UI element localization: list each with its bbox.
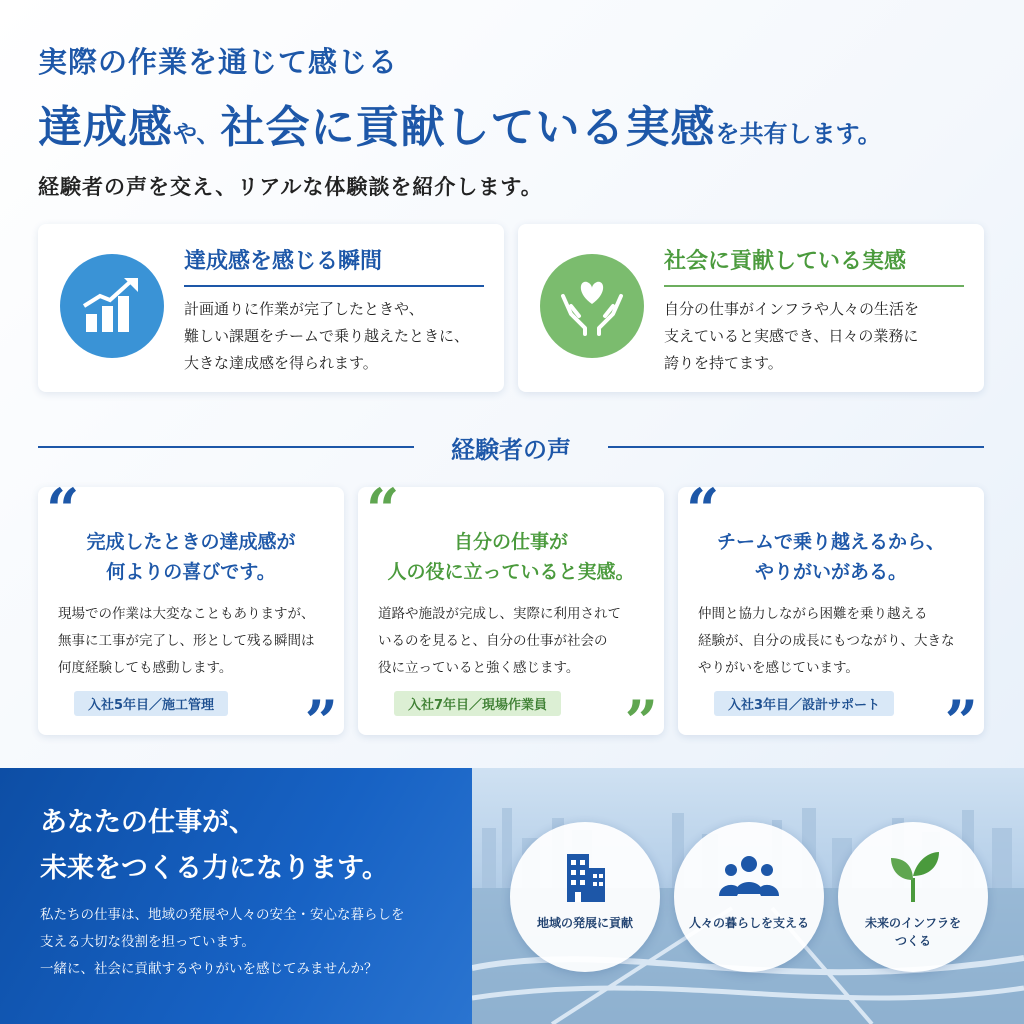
- voice-title: 自分の仕事が 人の役に立っていると実感。: [387, 531, 635, 583]
- voice-text: 仲間と協力しながら困難を乗り越える 経験が、自分の成長にもつながり、大きな やりがいを感じています。: [698, 606, 955, 676]
- circle-label: 人々の暮らしを支える: [688, 916, 809, 930]
- voice-badge: 入社3年目／設計サポート: [714, 691, 894, 716]
- feature-text: 計画通りに作業が完了したときや、 難しい課題をチームで乗り越えたときに、 大きな達成感を得られます。: [184, 300, 470, 372]
- bottom-banner: [0, 768, 472, 1024]
- growth-chart-icon: [60, 254, 164, 358]
- circle-label: 未来のインフラを つくる: [864, 916, 961, 948]
- voice-title: チームで乗り越えるから、 やりがいがある。: [716, 531, 945, 583]
- voice-text: 道路や施設が完成し、実際に利用されて いるのを見ると、自分の仕事が社会の 役に立っていると強く感じます。: [378, 606, 621, 676]
- open-quote-icon: “: [46, 476, 80, 544]
- section-title: 経験者の声: [451, 436, 571, 464]
- feature-text: 自分の仕事がインフラや人々の生活を 支えていると実感でき、日々の業務に 誇りを持てます。: [664, 300, 920, 372]
- cityscape-image: [472, 768, 1024, 1024]
- value-circle: [510, 822, 660, 972]
- value-circle: [838, 822, 988, 972]
- circle-label: 地域の発展に貢献: [536, 916, 633, 930]
- feature-card-achievement: [38, 224, 504, 392]
- header-line1: 実際の作業を通じて感じる: [38, 45, 399, 79]
- voice-card: [38, 476, 344, 756]
- heart-hands-icon: [540, 254, 644, 358]
- bottom-text: 私たちの仕事は、地域の発展や人々の安全・安心な暮らしを 支える大切な役割を担っています。 一緒に、社会に貢献するやりがいを感じてみませんか？: [40, 907, 405, 977]
- voice-badge: 入社7年目／現場作業員: [394, 691, 561, 716]
- voice-card: [358, 476, 664, 756]
- value-circle: [674, 822, 824, 972]
- headline-achievement: 達成感: [38, 102, 173, 153]
- voice-text: 現場での作業は大変なこともありますが、 無事に工事が完了し、形として残る瞬間は 何度経験しても感動します。: [58, 606, 315, 676]
- feature-card-contribution: [518, 224, 984, 392]
- voice-title: 完成したときの達成感が 何よりの喜びです。: [86, 531, 296, 583]
- header-headline: [38, 91, 1008, 155]
- close-quote-icon: ”: [944, 688, 978, 756]
- headline-connector: や、: [173, 120, 221, 148]
- headline-contribution: 社会に貢献している実感: [220, 102, 716, 153]
- people-icon: [719, 848, 779, 904]
- close-quote-icon: ”: [304, 688, 338, 756]
- building-icon: [555, 848, 615, 904]
- open-quote-icon: “: [366, 476, 400, 544]
- feature-title: 達成感を感じる瞬間: [184, 244, 484, 287]
- header-subtitle: 経験者の声を交え、リアルな体験談を紹介します。: [38, 175, 543, 199]
- close-quote-icon: ”: [624, 688, 658, 756]
- sprout-icon: [883, 848, 943, 904]
- section-divider: [38, 430, 984, 464]
- bottom-title: あなたの仕事が、 未来をつくる力になります。: [40, 807, 389, 884]
- open-quote-icon: “: [686, 476, 720, 544]
- voice-badge: 入社5年目／施工管理: [74, 691, 228, 716]
- voice-card: [678, 476, 984, 756]
- feature-title: 社会に貢献している実感: [664, 244, 964, 287]
- header: [38, 40, 1008, 201]
- headline-tail: を共有します。: [715, 120, 882, 148]
